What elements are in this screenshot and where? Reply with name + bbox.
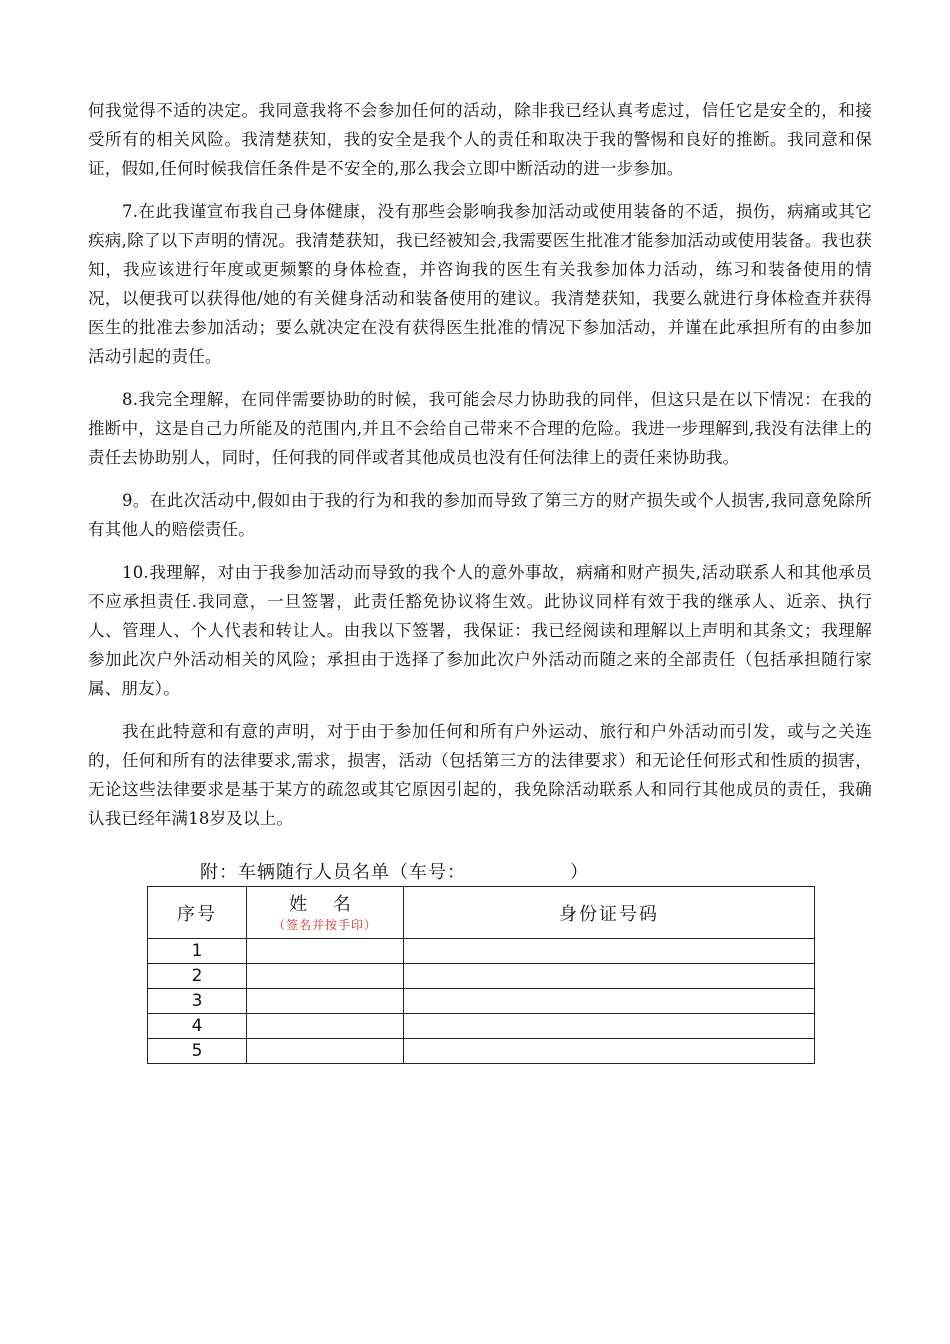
column-header-name-note: （签名并按手印） <box>272 917 377 932</box>
attachment-title-suffix: ） <box>570 862 589 883</box>
row-seq: 4 <box>148 1014 247 1039</box>
column-header-id-number: 身份证号码 <box>404 887 815 939</box>
row-name-cell[interactable] <box>247 1039 404 1064</box>
row-id-cell[interactable] <box>404 964 815 989</box>
paragraph-10: 10.我理解，对由于我参加活动而导致的我个人的意外事故，病痛和财产损失,活动联系人和其他承员不应承担责任.我同意，一旦签署，此责任豁免协议将生效。此协议同样有效于我的继承人、近亲、执行人、管理人、个人代表和转让人。由我以下签署，我保证：我已经阅读和理解以上声明和其条文；我理解参加此次户外活动相关的风险；承担由于选择了参加此次户外活动而随之来的全部责任（包括承担随行家属、朋友）。 <box>88 563 872 698</box>
table-row <box>148 1039 815 1064</box>
row-name-cell[interactable] <box>247 989 404 1014</box>
row-name-cell[interactable] <box>247 1014 404 1039</box>
attachment-title <box>200 861 589 885</box>
row-id-cell[interactable] <box>404 1039 815 1064</box>
table-row <box>148 964 815 989</box>
row-name-cell[interactable] <box>247 964 404 989</box>
row-seq: 1 <box>148 939 247 964</box>
row-id-cell[interactable] <box>404 989 815 1014</box>
row-seq: 3 <box>148 989 247 1014</box>
column-header-name-label: 姓 名 <box>289 893 361 915</box>
paragraph-7: 7.在此我谨宣布我自己身体健康，没有那些会影响我参加活动或使用装备的不适，损伤，病痛或其它疾病,除了以下声明的情况。我清楚获知，我已经被知会,我需要医生批准才能参加活动或使用装备。我也获知，我应该进行年度或更频繁的身体检查，并咨询我的医生有关我参加体力活动，练习和装备使用的情况，以便我可以获得他/她的有关健身活动和装备使用的建议。我清楚获知，我要么就进行身体检查并获得医生的批准去参加活动；要么就决定在没有获得医生批准的情况下参加活动，并谨在此承担所有的由参加活动引起的责任。 <box>88 202 872 366</box>
document-body <box>88 96 872 833</box>
attachment-title-prefix: 附：车辆随行人员名单（车号： <box>200 862 466 883</box>
row-seq: 2 <box>148 964 247 989</box>
paragraph-final-declaration: 我在此特意和有意的声明，对于由于参加任何和所有户外运动、旅行和户外活动而引发，或与之关连的，任何和所有的法律要求,需求，损害，活动（包括第三方的法律要求）和无论任何形式和性质的损害，无论这些法律要求是基于某方的疏忽或其它原因引起的，我免除活动联系人和同行其他成员的责任，我确认我已经年满18岁及以上。 <box>88 722 872 828</box>
paragraph-9: 9。在此次活动中,假如由于我的行为和我的参加而导致了第三方的财产损失或个人损害,我同意免除所有其他人的赔偿责任。 <box>88 491 872 539</box>
row-seq: 5 <box>148 1039 247 1064</box>
table-row <box>148 989 815 1014</box>
table-header-row <box>148 887 815 939</box>
column-header-name <box>247 887 404 939</box>
row-id-cell[interactable] <box>404 939 815 964</box>
table-row <box>148 939 815 964</box>
paragraph-6-continuation: 何我觉得不适的决定。我同意我将不会参加任何的活动，除非我已经认真考虑过，信任它是安全的，和接受所有的相关风险。我清楚获知，我的安全是我个人的责任和取决于我的警惕和良好的推断。我同意和保证，假如,任何时候我信任条件是不安全的,那么我会立即中断活动的进一步参加。 <box>88 101 872 178</box>
table-row <box>148 1014 815 1039</box>
row-name-cell[interactable] <box>247 939 404 964</box>
column-header-seq: 序号 <box>148 887 247 939</box>
passenger-roster-table <box>147 886 815 1064</box>
row-id-cell[interactable] <box>404 1014 815 1039</box>
paragraph-8: 8.我完全理解，在同伴需要协助的时候，我可能会尽力协助我的同伴，但这只是在以下情况：在我的推断中，这是自己力所能及的范围内,并且不会给自己带来不合理的危险。我进一步理解到,我没有法律上的责任去协助别人，同时，任何我的同伴或者其他成员也没有任何法律上的责任来协助我。 <box>88 390 872 467</box>
